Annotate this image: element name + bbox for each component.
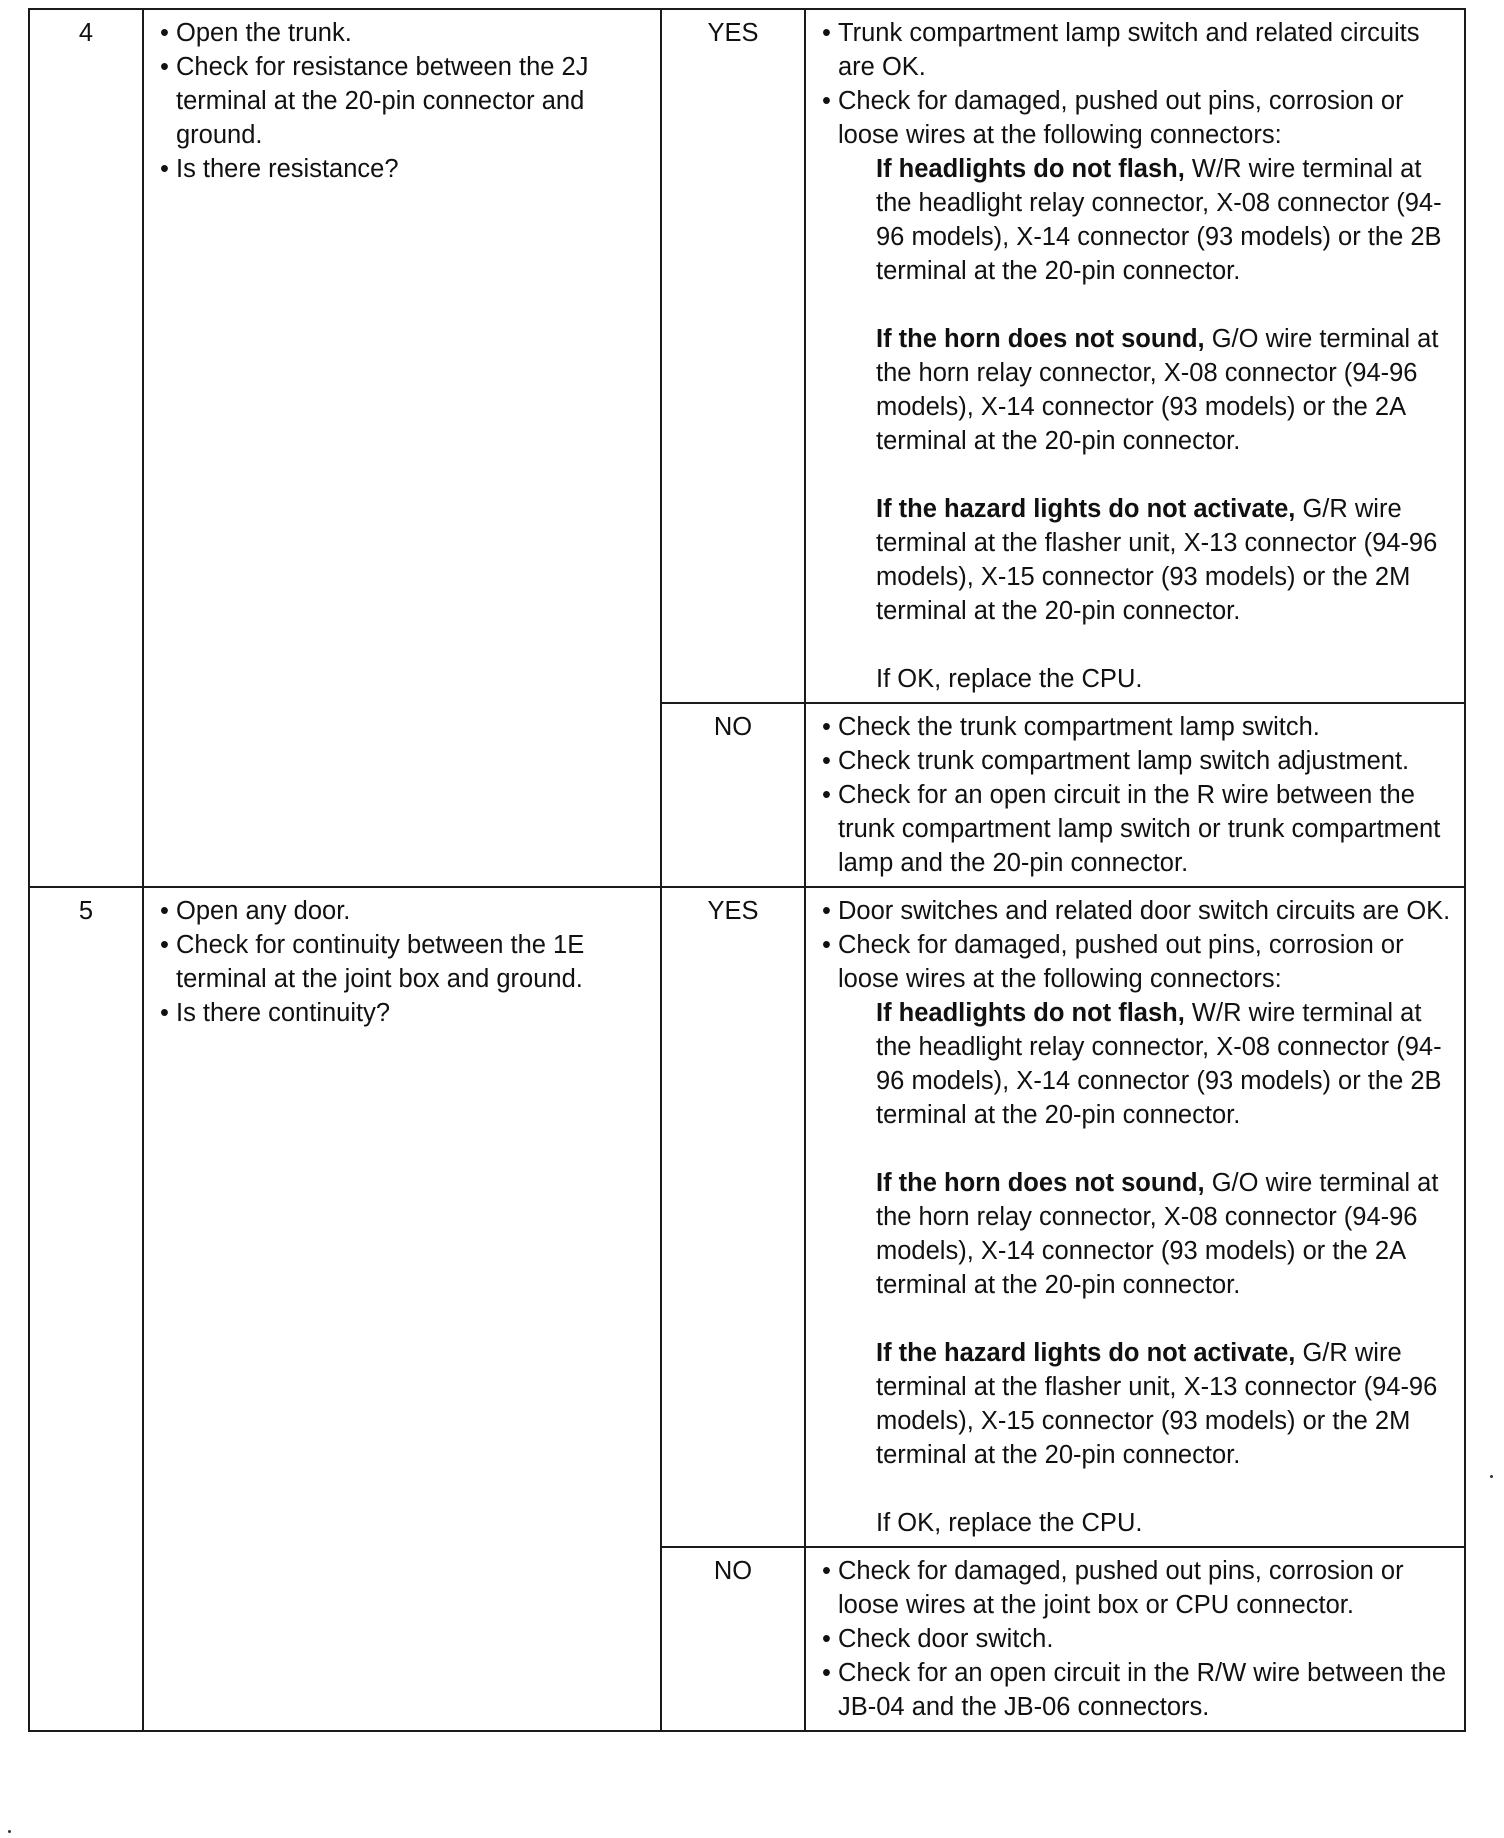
result-no-label: NO bbox=[661, 1547, 805, 1731]
action-item: • Open the trunk. bbox=[154, 16, 650, 50]
scan-speck bbox=[8, 1830, 11, 1833]
no-outcome-cell bbox=[805, 703, 1465, 887]
result-yes-label: YES bbox=[661, 9, 805, 703]
symptom-detail: G/O wire terminal at the horn relay connector, X-08 connector (94-96 models), X-14 connector (93 models) or the 2A terminal at the 20-pin connector. bbox=[876, 1169, 1439, 1299]
symptom-case bbox=[876, 996, 1454, 1132]
action-item: • Is there resistance? bbox=[154, 152, 650, 186]
outcome-item: • Check trunk compartment lamp switch adjustment. bbox=[816, 744, 1454, 778]
step-number: 4 bbox=[29, 9, 143, 887]
outcome-item: • Check for damaged, pushed out pins, corrosion or loose wires at the following connectors: bbox=[816, 928, 1454, 996]
action-cell bbox=[143, 887, 661, 1731]
symptom-cases bbox=[816, 996, 1454, 1540]
yes-outcome-cell bbox=[805, 9, 1465, 703]
action-item: • Is there continuity? bbox=[154, 996, 650, 1030]
outcome-item: • Check for damaged, pushed out pins, corrosion or loose wires at the following connectors: bbox=[816, 84, 1454, 152]
outcome-item: • Trunk compartment lamp switch and related circuits are OK. bbox=[816, 16, 1454, 84]
outcome-item: • Door switches and related door switch circuits are OK. bbox=[816, 894, 1454, 928]
symptom-case bbox=[876, 152, 1454, 288]
symptom-condition: If the hazard lights do not activate, bbox=[876, 1339, 1296, 1367]
outcome-item: • Check door switch. bbox=[816, 1622, 1454, 1656]
symptom-condition: If the horn does not sound, bbox=[876, 1169, 1205, 1197]
outcome-item: • Check the trunk compartment lamp switch. bbox=[816, 710, 1454, 744]
symptom-condition: If headlights do not flash, bbox=[876, 155, 1185, 183]
symptom-condition: If headlights do not flash, bbox=[876, 999, 1185, 1027]
no-outcome-cell bbox=[805, 1547, 1465, 1731]
symptom-detail: G/R wire terminal at the flasher unit, X-13 connector (94-96 models), X-15 connector (93 models) or the 2M terminal at the 20-pin connector. bbox=[876, 1339, 1438, 1469]
action-item: • Check for continuity between the 1E terminal at the joint box and ground. bbox=[154, 928, 650, 996]
symptom-detail: G/R wire terminal at the flasher unit, X-13 connector (94-96 models), X-15 connector (93 models) or the 2M terminal at the 20-pin connector. bbox=[876, 495, 1438, 625]
yes-outcome-cell bbox=[805, 887, 1465, 1547]
final-instruction: If OK, replace the CPU. bbox=[876, 665, 1143, 693]
symptom-detail: G/O wire terminal at the horn relay connector, X-08 connector (94-96 models), X-14 connector (93 models) or the 2A terminal at the 20-pin connector. bbox=[876, 325, 1439, 455]
action-item: • Check for resistance between the 2J terminal at the 20-pin connector and ground. bbox=[154, 50, 650, 152]
symptom-case bbox=[876, 322, 1454, 458]
scan-speck bbox=[1490, 1475, 1493, 1478]
outcome-item: • Check for an open circuit in the R/W wire between the JB-04 and the JB-06 connectors. bbox=[816, 1656, 1454, 1724]
action-cell bbox=[143, 9, 661, 887]
table-row bbox=[29, 887, 1465, 1547]
step-number: 5 bbox=[29, 887, 143, 1731]
diagnostic-table bbox=[28, 8, 1466, 1732]
table-row bbox=[29, 9, 1465, 703]
symptom-case bbox=[876, 492, 1454, 628]
symptom-condition: If the horn does not sound, bbox=[876, 325, 1205, 353]
symptom-case bbox=[876, 1166, 1454, 1302]
result-no-label: NO bbox=[661, 703, 805, 887]
symptom-case bbox=[876, 1336, 1454, 1472]
symptom-condition: If the hazard lights do not activate, bbox=[876, 495, 1296, 523]
symptom-detail: W/R wire terminal at the headlight relay connector, X-08 connector (94-96 models), X-14 connector (93 models) or the 2B terminal at the 20-pin connector. bbox=[876, 155, 1442, 285]
outcome-item: • Check for damaged, pushed out pins, corrosion or loose wires at the joint box or CPU connector. bbox=[816, 1554, 1454, 1622]
symptom-detail: W/R wire terminal at the headlight relay connector, X-08 connector (94-96 models), X-14 connector (93 models) or the 2B terminal at the 20-pin connector. bbox=[876, 999, 1442, 1129]
final-instruction: If OK, replace the CPU. bbox=[876, 1509, 1143, 1537]
result-yes-label: YES bbox=[661, 887, 805, 1547]
action-item: • Open any door. bbox=[154, 894, 650, 928]
symptom-cases bbox=[816, 152, 1454, 696]
outcome-item: • Check for an open circuit in the R wire between the trunk compartment lamp switch or trunk compartment lamp and the 20-pin connector. bbox=[816, 778, 1454, 880]
